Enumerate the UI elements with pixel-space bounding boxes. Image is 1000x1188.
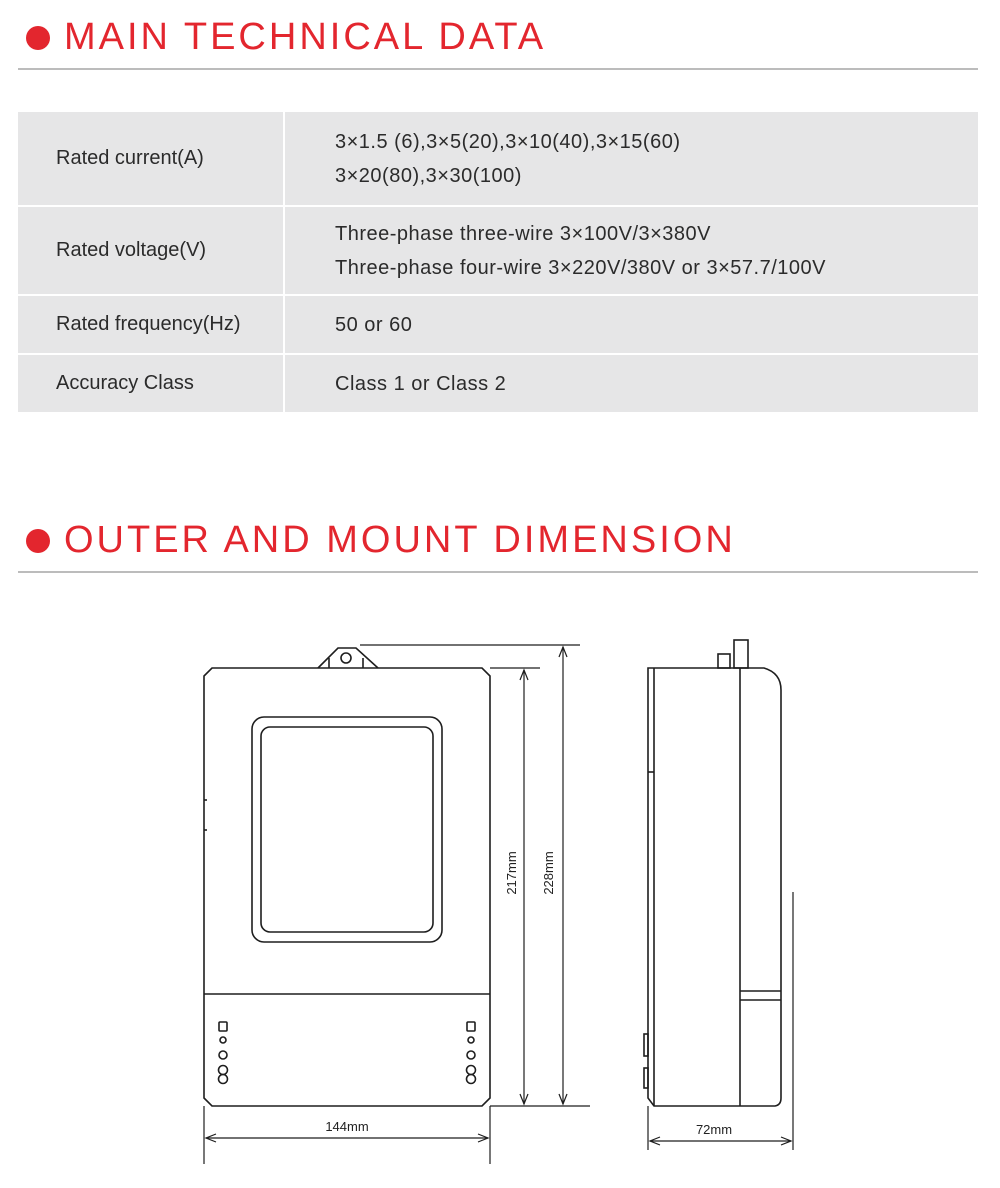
dim-label-body-height: 217mm: [504, 851, 519, 895]
display-window-inner: [261, 727, 433, 932]
front-dimensions: [204, 645, 590, 1164]
side-body: [648, 668, 781, 1106]
meter-body: [204, 668, 490, 1106]
section-title: MAIN TECHNICAL DATA: [64, 16, 547, 58]
row-label: Rated voltage(V): [18, 207, 285, 296]
row-label: Rated frequency(Hz): [18, 296, 285, 355]
display-window-outer: [252, 717, 442, 942]
value-line: Class 1 or Class 2: [335, 372, 507, 395]
value-line: 50 or 60: [335, 313, 413, 336]
value-line: Three-phase four-wire 3×220V/380V or 3×57.7/100V: [335, 256, 826, 279]
side-dimensions: [648, 892, 793, 1150]
side-hook: [734, 640, 748, 668]
dim-label-width: 144mm: [325, 1119, 369, 1134]
dim-label-depth: 72mm: [695, 1122, 733, 1137]
seal-screws-right: [467, 1022, 476, 1084]
hanging-tab: [318, 648, 378, 668]
row-label: Rated current(A): [18, 112, 285, 207]
seal-screws-left: [219, 1022, 228, 1084]
section-title: OUTER AND MOUNT DIMENSION: [64, 519, 736, 561]
side-view: [644, 640, 781, 1106]
value-line: 3×20(80),3×30(100): [335, 164, 522, 187]
front-view: [204, 648, 490, 1106]
value-line: Three-phase three-wire 3×100V/3×380V: [335, 222, 712, 245]
dim-label-total-height: 228mm: [541, 851, 556, 895]
row-label: Accuracy Class: [18, 355, 285, 414]
hanging-hole-icon: [341, 653, 351, 663]
value-line: 3×1.5 (6),3×5(20),3×10(40),3×15(60): [335, 130, 681, 153]
